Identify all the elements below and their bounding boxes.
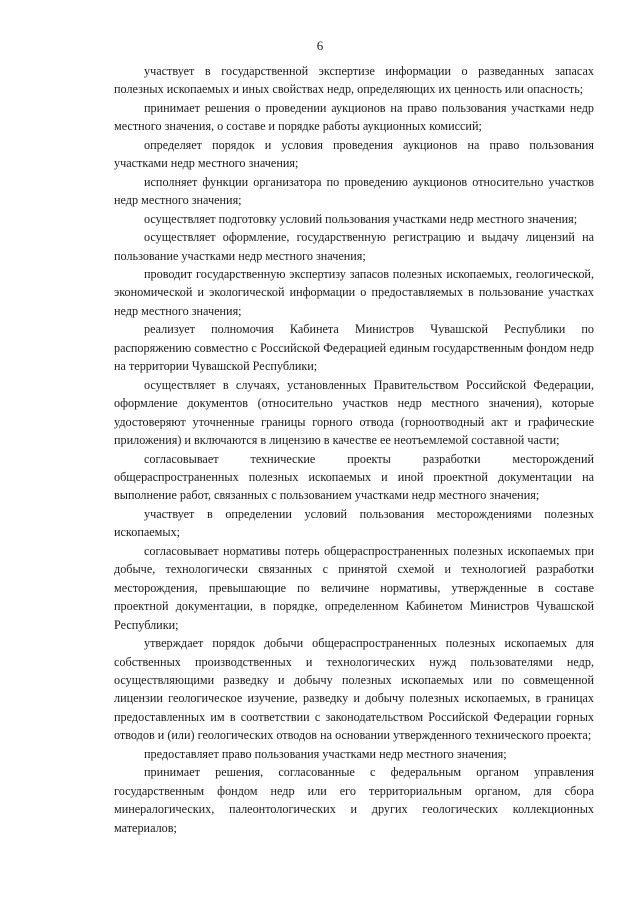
paragraph: осуществляет оформление, государственную регистрацию и выдачу лицензий на пользование участками недр местного значения; [114, 230, 594, 263]
paragraph: реализует полномочия Кабинета Министров Чувашской Республики по распоряжению совместно с Российской Федерацией единым государственным фондом недр на территории Чувашской Республики; [114, 322, 594, 374]
paragraph: проводит государственную экспертизу запасов полезных ископаемых, геологической, экономической и экологической информации о предоставляемых в пользование участках недр местного значения; [114, 266, 594, 318]
paragraph: определяет порядок и условия проведения аукционов на право пользования участками недр местного значения; [114, 137, 594, 171]
page-number: 6 [316, 38, 324, 53]
paragraph: принимает решения о проведении аукционов на право пользования участками недр местного значения, о составе и порядке работы аукционных комиссий; [114, 100, 594, 134]
paragraph: осуществляет подготовку условий пользования участками недр местного значения; [144, 211, 578, 226]
paragraph: согласовывает технические проекты разработки месторождений общераспространенных полезных ископаемых и иной проектной документации на выполнение работ, связанных с пользованием участками недр местного значения; [114, 451, 594, 503]
paragraph: участвует в определении условий пользования месторождениями полезных ископаемых; [114, 506, 594, 540]
document-body [114, 62, 594, 837]
paragraph: согласовывает нормативы потерь общераспространенных полезных ископаемых при добыче, технологически связанных с принятой схемой и технологией разработки месторождения, превышающие по величине нормативы, утвержденные в составе проектной документации, в порядке, определенном Кабинетом Министров Чувашской Республики; [114, 543, 594, 632]
paragraph: участвует в государственной экспертизе информации о разведанных запасах полезных ископаемых и иных свойствах недр, определяющих их ценность или опасность; [114, 64, 594, 97]
paragraph: осуществляет в случаях, установленных Правительством Российской Федерации, оформление документов (относительно участков недр местного значения), которые удостоверяют уточненные границы горного отвода (горноотводный акт и графические приложения) и включаются в лицензию в качестве ее неотъемлемой составной части; [114, 377, 594, 448]
paragraph: утверждает порядок добычи общераспространенных полезных ископаемых для собственных производственных и технологических нужд пользователями недр, осуществляющими разведку и добычу полезных ископаемых или по совмещенной лицензии геологическое изучение, разведку и добычу полезных ископаемых, в границах предоставленных им в соответствии с законодательством Российской Федерации горных отводов и (или) геологических отводов на основании утвержденного технического проекта; [114, 636, 594, 743]
paragraph: предоставляет право пользования участками недр местного значения; [144, 746, 507, 761]
paragraph: принимает решения, согласованные с федеральным органом управления государственным фондом недр или его территориальным органом, для сбора минералогических, палеонтологических и других геологических коллекционных материалов; [114, 765, 594, 835]
paragraph: исполняет функции организатора по проведению аукционов относительно участков недр местного значения; [114, 174, 594, 208]
